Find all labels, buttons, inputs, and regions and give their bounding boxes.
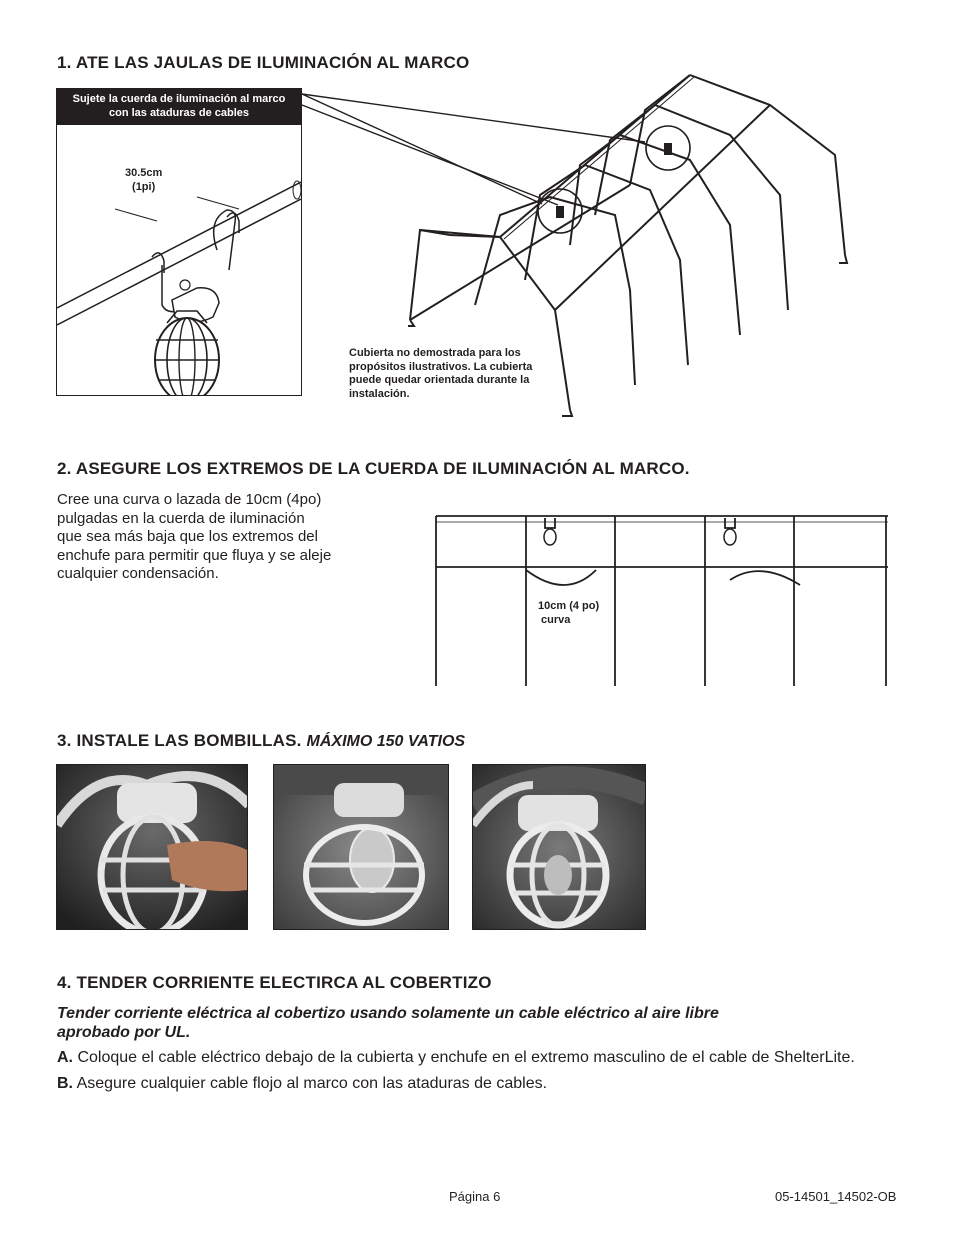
step-a-text: Coloque el cable eléctrico debajo de la cubierta y enchufe en el extremo masculino de el cable de ShelterLite. xyxy=(77,1049,855,1066)
section4-note xyxy=(57,1004,719,1042)
detail-banner xyxy=(57,89,301,125)
cage-detail-figure xyxy=(56,88,302,396)
frame-side-view-illustration xyxy=(430,510,892,690)
curve-label xyxy=(538,600,599,627)
measure-line-1: 30.5cm xyxy=(125,167,163,179)
cage-on-pipe-illustration xyxy=(57,125,301,395)
measure-line-2: (1pi) xyxy=(132,180,156,193)
banner-line-2: con las ataduras de cables xyxy=(108,107,249,119)
note-line-2: propósitos ilustrativos. La cubierta xyxy=(349,360,533,373)
section2-body xyxy=(57,491,331,584)
step-b xyxy=(57,1074,917,1094)
note-line-a: Tender corriente eléctrica al cobertizo usando solamente un cable eléctrico al aire libre xyxy=(57,1005,719,1022)
note-line-b: aprobado por UL. xyxy=(57,1024,191,1041)
bulb-photo-2 xyxy=(273,764,449,930)
bulb-photo-1 xyxy=(56,764,248,930)
note-line-1: Cubierta no demostrada para los xyxy=(349,347,521,359)
step-a xyxy=(57,1048,917,1068)
section2-title: 2. ASEGURE LOS EXTREMOS DE LA CUERDA DE ILUMINACIÓN AL MARCO. xyxy=(57,459,690,478)
section4-title: 4. TENDER CORRIENTE ELECTIRCA AL COBERTIZO xyxy=(57,973,492,992)
step-a-label: A. xyxy=(57,1049,73,1066)
body-line-4: enchufe para permitir que fluya y se aleje xyxy=(57,546,332,564)
note-line-4: instalación. xyxy=(349,387,410,400)
page-number: Página 6 xyxy=(449,1189,501,1204)
curve-label-line-1: 10cm (4 po) xyxy=(538,600,600,612)
section3-title-row xyxy=(57,731,465,751)
body-line-5: cualquier condensación. xyxy=(57,565,219,582)
curve-label-line-2: curva xyxy=(541,613,571,626)
bulb-photo-3 xyxy=(472,764,646,930)
document-code: 05-14501_14502-OB xyxy=(775,1189,897,1204)
body-line-1: Cree una curva o lazada de 10cm (4po) xyxy=(57,491,322,508)
section3-title: 3. INSTALE LAS BOMBILLAS. xyxy=(57,731,302,750)
step-b-label: B. xyxy=(57,1075,73,1092)
step-b-text: Asegure cualquier cable flojo al marco con las ataduras de cables. xyxy=(76,1075,548,1092)
body-line-3: que sea más baja que los extremos del xyxy=(57,528,318,545)
frame-note xyxy=(349,347,532,401)
banner-line-1: Sujete la cuerda de iluminación al marco xyxy=(72,93,286,105)
body-line-2: pulgadas en la cuerda de iluminación xyxy=(57,509,305,527)
note-line-3: puede quedar orientada durante la xyxy=(349,374,530,386)
section1-title: 1. ATE LAS JAULAS DE ILUMINACIÓN AL MARCO xyxy=(57,53,470,72)
measure-label xyxy=(125,167,162,194)
section3-subtitle: MÁXIMO 150 VATIOS xyxy=(306,733,466,750)
